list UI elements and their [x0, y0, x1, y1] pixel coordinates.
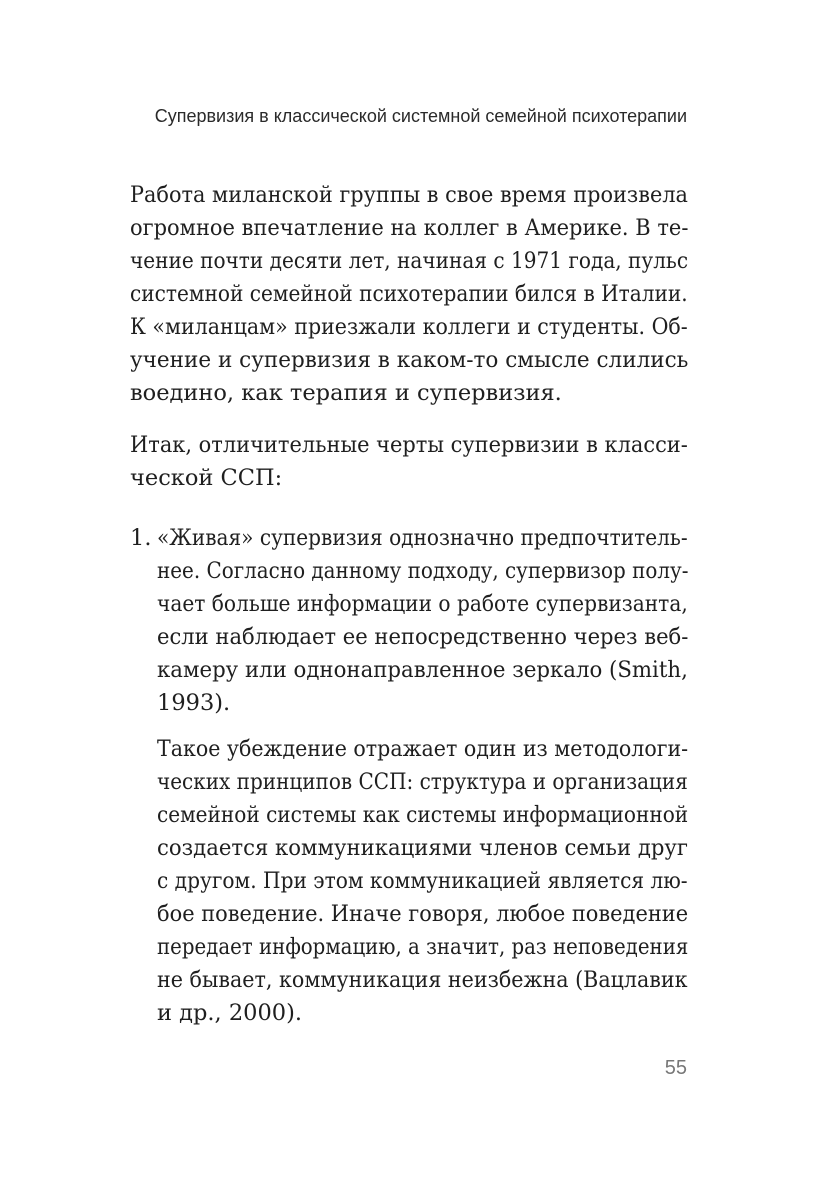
list-continuation-line: создается коммуникациями членов семьи друг: [157, 835, 688, 861]
list-item-line: нее. Согласно данному подходу, супервизор полу-: [157, 558, 689, 584]
paragraph-1-line: воедино, как терапия и супервизия.: [130, 380, 562, 406]
paragraph-1-line: системной семейной психотерапии бился в Италии.: [130, 281, 688, 307]
list-item-line: чает больше информации о работе супервизанта,: [157, 591, 688, 617]
list-continuation-line: ческих принципов ССП: структура и организация: [157, 769, 688, 795]
list-item-number: 1.: [130, 525, 152, 551]
list-item-line: если наблюдает ее непосредственно через веб-: [157, 624, 689, 650]
paragraph-1-line: огромное впечатление на коллег в Америке. В те-: [130, 215, 689, 241]
paragraph-1-line: чение почти десяти лет, начиная с 1971 года, пульс: [130, 248, 689, 274]
list-continuation-line: не бывает, коммуникация неизбежна (Вацлавик: [157, 967, 688, 993]
running-header: Супервизия в классической системной семейной психотерапии: [154, 106, 687, 126]
list-continuation-line: передает информацию, а значит, раз неповедения: [157, 934, 689, 960]
paragraph-2-line: Итак, отличительные черты супервизии в класси-: [130, 432, 688, 458]
list-continuation-line: и др., 2000).: [157, 1000, 303, 1026]
list-item-line: камеру или однонаправленное зеркало (Smith,: [157, 657, 688, 683]
paragraph-2-line: ческой ССП:: [130, 465, 283, 491]
list-item-line: «Живая» супервизия однозначно предпочтитель-: [157, 525, 688, 551]
paragraph-1-line: учение и супервизия в каком-то смысле слились: [130, 347, 689, 373]
list-continuation-line: с другом. При этом коммуникацией является лю-: [157, 868, 688, 894]
list-continuation-line: семейной системы как системы информационной: [157, 802, 689, 828]
paragraph-1-line: К «миланцам» приезжали коллеги и студенты. Об-: [130, 314, 688, 340]
paragraph-1-line: Работа миланской группы в свое время произвела: [130, 182, 688, 208]
list-continuation-line: бое поведение. Иначе говоря, любое поведение: [157, 901, 689, 927]
list-continuation-line: Такое убеждение отражает один из методологи-: [157, 736, 689, 762]
list-item-line: 1993).: [157, 690, 231, 716]
page-number: 55: [664, 1057, 687, 1079]
